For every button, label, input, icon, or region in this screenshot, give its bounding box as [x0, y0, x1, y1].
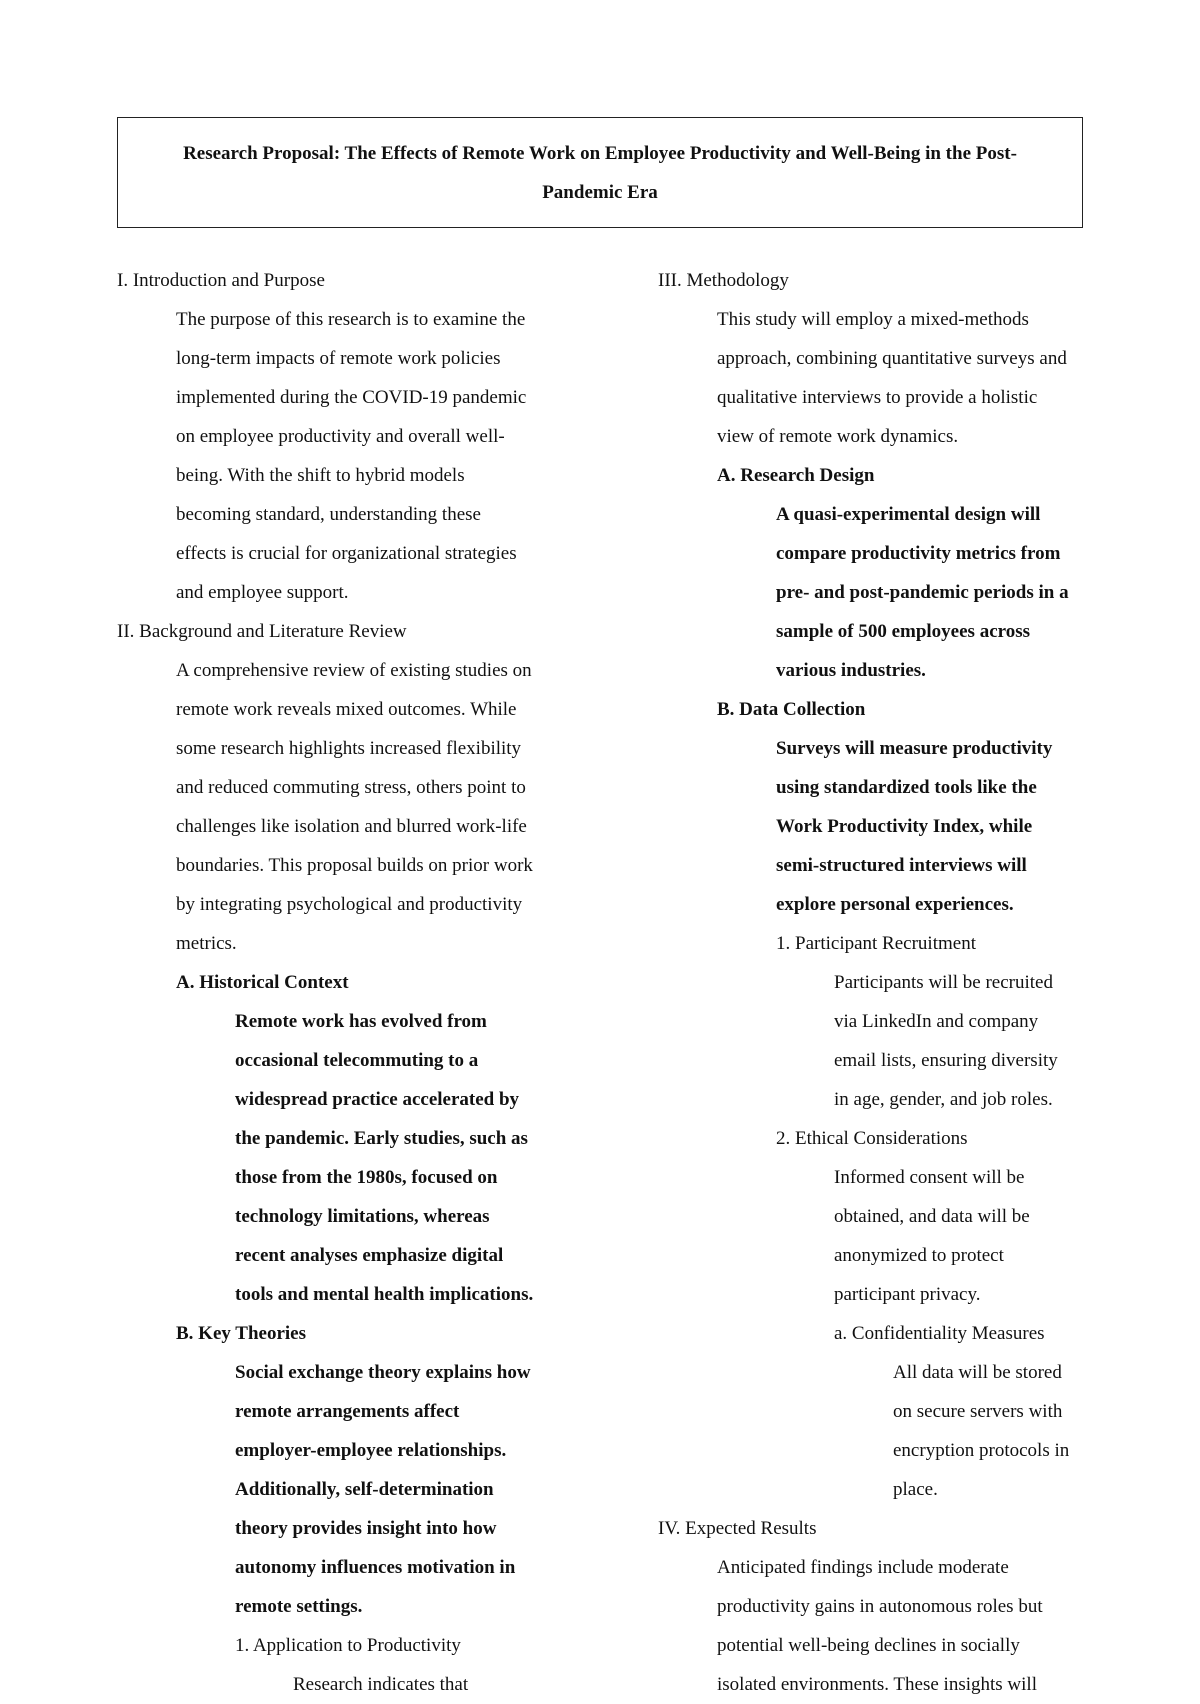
paragraph-line: becoming standard, understanding these	[176, 504, 481, 525]
paragraph-line: participant privacy.	[834, 1284, 981, 1305]
paragraph-line: in age, gender, and job roles.	[834, 1089, 1053, 1110]
paragraph-line: semi-structured interviews will	[776, 855, 1027, 876]
paragraph-line: qualitative interviews to provide a holistic	[717, 387, 1038, 408]
paragraph-line: compare productivity metrics from	[776, 543, 1061, 564]
item-heading-ethical-considerations: 2. Ethical Considerations	[776, 1128, 968, 1149]
paragraph-line: boundaries. This proposal builds on prior work	[176, 855, 533, 876]
paragraph-line: employer-employee relationships.	[235, 1440, 507, 1461]
paragraph-line: being. With the shift to hybrid models	[176, 465, 465, 486]
paragraph-line: isolated environments. These insights will	[717, 1674, 1037, 1695]
introduction-paragraph	[117, 300, 587, 612]
title-line-2: Pandemic Era	[542, 182, 658, 203]
paragraph-line: A quasi-experimental design will	[776, 504, 1041, 525]
item-heading-participant-recruitment: 1. Participant Recruitment	[776, 933, 976, 954]
paragraph-line: effects is crucial for organizational strategies	[176, 543, 517, 564]
participant-recruitment-paragraph	[658, 963, 1108, 1119]
paragraph-line: long-term impacts of remote work policies	[176, 348, 501, 369]
paragraph-line: anonymized to protect	[834, 1245, 1004, 1266]
paragraph-line: occasional telecommuting to a	[235, 1050, 479, 1071]
paragraph-line: tools and mental health implications.	[235, 1284, 534, 1305]
paragraph-line: Social exchange theory explains how	[235, 1362, 531, 1383]
paragraph-line: All data will be stored	[893, 1362, 1062, 1383]
paragraph-line: Surveys will measure productivity	[776, 738, 1053, 759]
paragraph-line: and reduced commuting stress, others point to	[176, 777, 526, 798]
paragraph-line: encryption protocols in	[893, 1440, 1070, 1461]
paragraph-line: theory provides insight into how	[235, 1518, 497, 1539]
section-heading-expected-results: IV. Expected Results	[658, 1518, 817, 1539]
paragraph-line: productivity gains in autonomous roles but	[717, 1596, 1043, 1617]
paragraph-line: remote settings.	[235, 1596, 363, 1617]
subheading-research-design: A. Research Design	[717, 465, 875, 486]
subheading-historical-context: A. Historical Context	[176, 972, 349, 993]
paragraph-line: Participants will be recruited	[834, 972, 1053, 993]
paragraph-line: view of remote work dynamics.	[717, 426, 959, 447]
right-column	[658, 261, 1108, 1704]
paragraph-line: sample of 500 employees across	[776, 621, 1031, 642]
ethical-considerations-paragraph	[658, 1158, 1108, 1314]
paragraph-line: The purpose of this research is to examine the	[176, 309, 526, 330]
paragraph-line: Informed consent will be	[834, 1167, 1025, 1188]
paragraph-line: explore personal experiences.	[776, 894, 1014, 915]
left-column	[117, 261, 587, 1704]
paragraph-line: challenges like isolation and blurred work-life	[176, 816, 527, 837]
research-design-paragraph	[658, 495, 1108, 690]
title-line-1: Research Proposal: The Effects of Remote Work on Employee Productivity and Well-Being in the Post-	[183, 143, 1017, 164]
paragraph-line: Research indicates that	[293, 1674, 469, 1695]
paragraph-line: some research highlights increased flexibility	[176, 738, 522, 759]
subheading-key-theories: B. Key Theories	[176, 1323, 307, 1344]
paragraph-line: obtained, and data will be	[834, 1206, 1030, 1227]
paragraph-line: via LinkedIn and company	[834, 1011, 1039, 1032]
paragraph-line: recent analyses emphasize digital	[235, 1245, 504, 1266]
expected-results-paragraph	[658, 1548, 1108, 1704]
paragraph-line: various industries.	[776, 660, 926, 681]
paragraph-line: email lists, ensuring diversity	[834, 1050, 1058, 1071]
historical-context-paragraph	[117, 1002, 587, 1314]
paragraph-line: place.	[893, 1479, 938, 1500]
paragraph-line: autonomy influences motivation in	[235, 1557, 516, 1578]
paragraph-line: implemented during the COVID-19 pandemic	[176, 387, 527, 408]
paragraph-line: A comprehensive review of existing studies on	[176, 660, 532, 681]
confidentiality-measures-paragraph	[658, 1353, 1108, 1509]
section-heading-background: II. Background and Literature Review	[117, 621, 407, 642]
paragraph-line: technology limitations, whereas	[235, 1206, 490, 1227]
item-heading-application-to-productivity: 1. Application to Productivity	[235, 1635, 461, 1656]
data-collection-paragraph	[658, 729, 1108, 924]
background-paragraph	[117, 651, 587, 963]
paragraph-line: the pandemic. Early studies, such as	[235, 1128, 528, 1149]
paragraph-line: Remote work has evolved from	[235, 1011, 487, 1032]
document-title-box	[117, 117, 1083, 228]
paragraph-line: those from the 1980s, focused on	[235, 1167, 498, 1188]
paragraph-line: This study will employ a mixed-methods	[717, 309, 1029, 330]
methodology-paragraph	[658, 300, 1108, 456]
paragraph-line: pre- and post-pandemic periods in a	[776, 582, 1069, 603]
paragraph-line: on employee productivity and overall well-	[176, 426, 505, 447]
key-theories-paragraph	[117, 1353, 587, 1626]
paragraph-line: potential well-being declines in socially	[717, 1635, 1020, 1656]
paragraph-line: widespread practice accelerated by	[235, 1089, 520, 1110]
section-heading-introduction: I. Introduction and Purpose	[117, 270, 325, 291]
paragraph-line: on secure servers with	[893, 1401, 1063, 1422]
paragraph-line: approach, combining quantitative surveys and	[717, 348, 1067, 369]
paragraph-line: metrics.	[176, 933, 237, 954]
paragraph-line: using standardized tools like the	[776, 777, 1037, 798]
paragraph-line: by integrating psychological and productivity	[176, 894, 523, 915]
paragraph-line: Work Productivity Index, while	[776, 816, 1033, 837]
paragraph-line: remote work reveals mixed outcomes. While	[176, 699, 517, 720]
item-heading-confidentiality-measures: a. Confidentiality Measures	[834, 1323, 1045, 1344]
subheading-data-collection: B. Data Collection	[717, 699, 866, 720]
paragraph-line: and employee support.	[176, 582, 349, 603]
paragraph-line: Anticipated findings include moderate	[717, 1557, 1009, 1578]
paragraph-line: Additionally, self-determination	[235, 1479, 494, 1500]
section-heading-methodology: III. Methodology	[658, 270, 789, 291]
paragraph-line: remote arrangements affect	[235, 1401, 460, 1422]
